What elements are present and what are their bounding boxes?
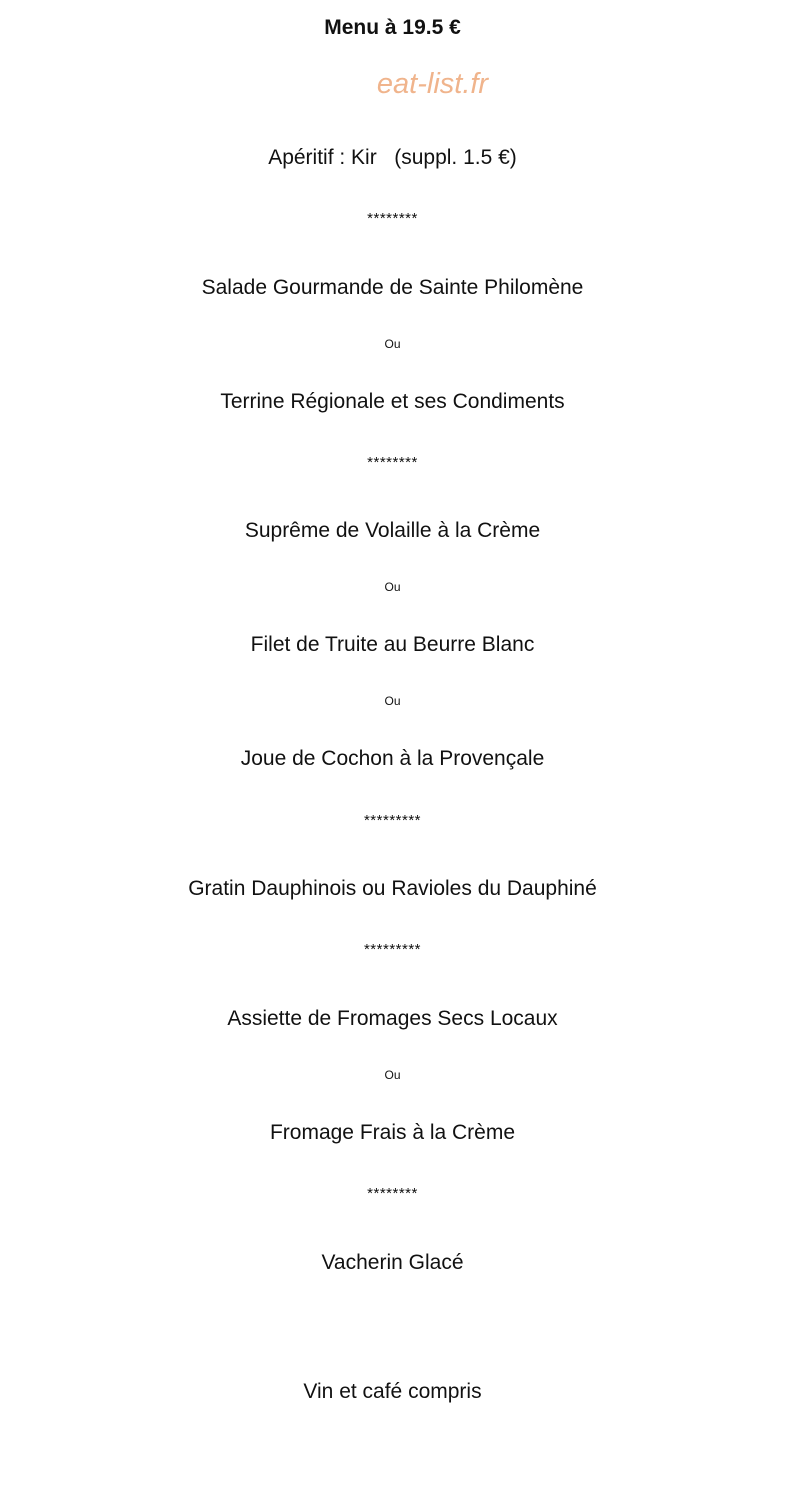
separator-2: ******** <box>367 454 418 471</box>
footer-note: Vin et café compris <box>303 1380 482 1403</box>
separator-5: ******** <box>367 1185 418 1202</box>
separator-3: ********* <box>363 812 422 829</box>
separator-4: ********* <box>363 941 422 958</box>
or-label-3: Ou <box>384 694 401 708</box>
accompagnement: Gratin Dauphinois ou Ravioles du Dauphiné <box>188 877 597 900</box>
watermark-logo: eat-list.fr <box>376 68 489 100</box>
or-label-4: Ou <box>384 1068 401 1082</box>
plat-3: Joue de Cochon à la Provençale <box>240 747 545 770</box>
aperitif-line: Apéritif : Kir (suppl. 1.5 €) <box>268 146 517 169</box>
fromage-1: Assiette de Fromages Secs Locaux <box>227 1007 558 1030</box>
menu-title: Menu à 19.5 € <box>324 16 461 39</box>
or-label-1: Ou <box>384 337 401 351</box>
entree-2: Terrine Régionale et ses Condiments <box>220 390 565 413</box>
fromage-2: Fromage Frais à la Crème <box>269 1121 516 1144</box>
separator-1: ******** <box>367 210 418 227</box>
entree-1: Salade Gourmande de Sainte Philomène <box>201 276 584 299</box>
plat-2: Filet de Truite au Beurre Blanc <box>250 633 535 656</box>
or-label-2: Ou <box>384 580 401 594</box>
plat-1: Suprême de Volaille à la Crème <box>244 519 541 542</box>
dessert: Vacherin Glacé <box>321 1251 464 1274</box>
